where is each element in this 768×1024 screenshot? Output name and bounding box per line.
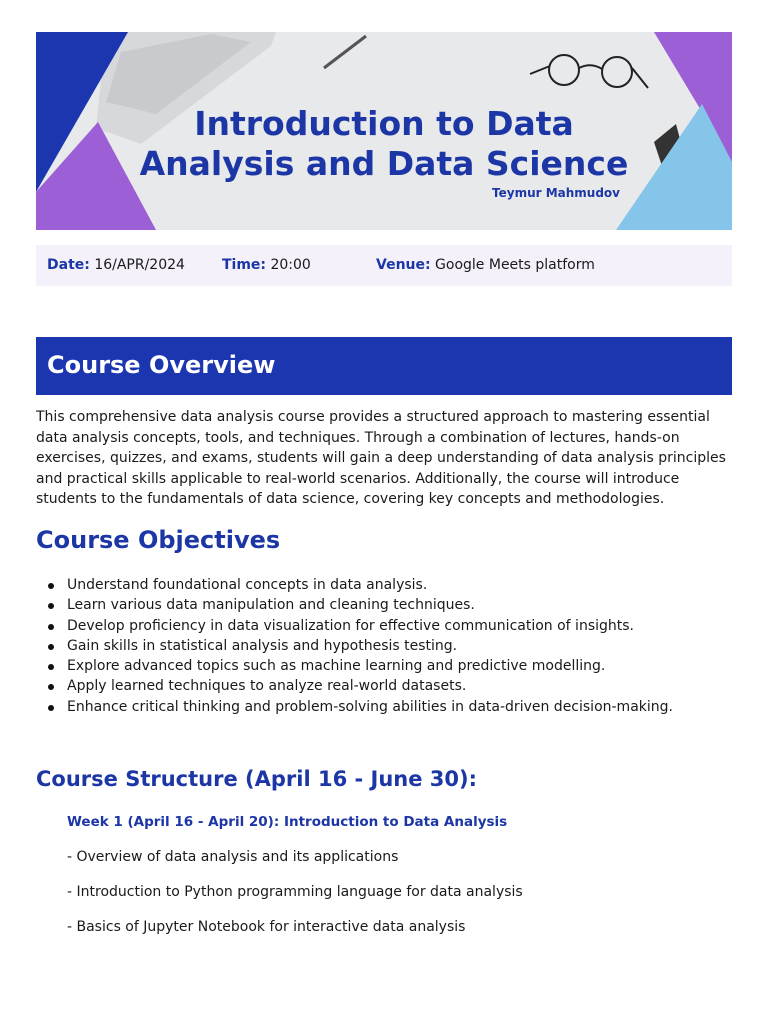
time-value: 20:00 [270,257,311,273]
date-value: 16/APR/2024 [94,257,185,273]
objective-item [36,676,673,696]
banner-author: Teymur Mahmudov [492,186,620,200]
objective-item [36,616,673,636]
bullet-icon [48,684,54,690]
objective-item [36,697,673,717]
objective-text: Gain skills in statistical analysis and hypothesis testing. [67,637,458,654]
objective-text: Explore advanced topics such as machine learning and predictive modelling. [67,658,606,675]
bullet-icon [48,644,54,650]
banner-title [36,104,732,184]
objective-text: Understand foundational concepts in data analysis. [67,577,428,593]
objective-text: Develop proficiency in data visualization for effective communication of insights. [67,617,634,634]
bullet-icon [48,624,54,630]
week1-title: Week 1 (April 16 - April 20): Introduction to Data Analysis [67,814,508,830]
week1-item: - Introduction to Python programming language for data analysis [67,884,523,900]
week1-item: - Basics of Jupyter Notebook for interactive data analysis [67,919,466,935]
date-info [47,245,185,286]
bullet-icon [48,705,54,711]
objective-item [36,575,673,595]
course-overview-header [36,337,732,395]
banner-title-line2: Analysis and Data Science [139,144,629,183]
venue-value: Google Meets platform [435,257,595,273]
bullet-icon [48,583,54,589]
bullet-icon [48,603,54,609]
objective-text: Apply learned techniques to analyze real-world datasets. [67,678,467,695]
objective-text: Learn various data manipulation and cleaning techniques. [67,597,475,614]
course-objectives-heading: Course Objectives [36,526,281,554]
objective-item [36,636,673,656]
course-overview-text: This comprehensive data analysis course provides a structured approach to mastering essential data analysis concepts, tools, and techniques. Through a combination of lectures, hands-on exercises, quizzes, and exams, students will gain a deep understanding of data analysis principles and practical skills applicable to real-world scenarios. Additionally, the course will introduce students to the fundamentals of data science, covering key concepts and methodologies. [36,409,726,507]
header-banner [36,32,732,230]
course-structure-heading: Course Structure (April 16 - June 30): [36,767,478,791]
course-overview-heading: Course Overview [47,351,276,379]
bullet-icon [48,664,54,670]
week1-item: - Overview of data analysis and its applications [67,849,399,865]
time-info [222,245,311,286]
venue-info [376,245,595,286]
objective-item [36,656,673,676]
objectives-list [36,575,673,717]
date-label: Date: [47,257,90,273]
banner-title-line1: Introduction to Data [194,104,574,143]
event-info-bar [36,245,732,286]
time-label: Time: [222,257,267,273]
venue-label: Venue: [376,257,431,273]
objective-text: Enhance critical thinking and problem-solving abilities in data-driven decision-making. [67,698,673,715]
objective-item [36,595,673,615]
